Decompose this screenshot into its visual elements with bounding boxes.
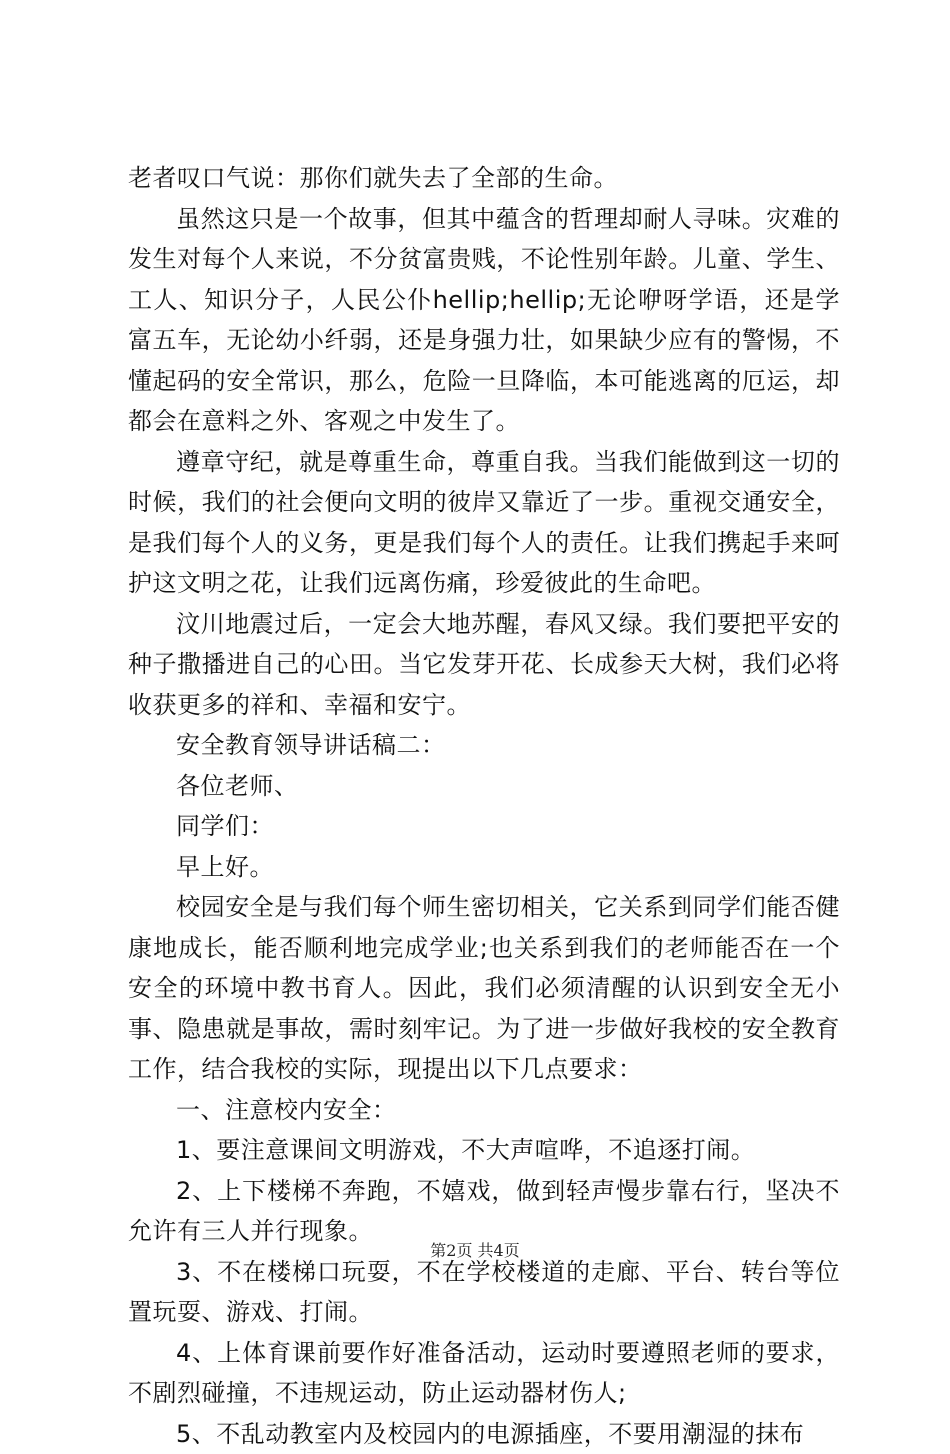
page-number-footer: 第2页 共4页	[0, 1238, 950, 1261]
section-heading: 安全教育领导讲话稿二：	[128, 725, 840, 766]
list-item: 3、不在楼梯口玩耍，不在学校楼道的走廊、平台、转台等位置玩耍、游戏、打闹。	[128, 1252, 840, 1333]
list-item: 5、不乱动教室内及校园内的电源插座，不要用潮湿的抹布	[128, 1414, 840, 1454]
subsection-heading: 一、注意校内安全：	[128, 1090, 840, 1131]
salutation: 各位老师、	[128, 766, 840, 807]
salutation: 同学们：	[128, 806, 840, 847]
paragraph: 校园安全是与我们每个师生密切相关，它关系到同学们能否健康地成长，能否顺利地完成学业;也关系到我们的老师能否在一个安全的环境中教书育人。因此，我们必须清醒的认识到安全无小事、隐患就是事故，需时刻牢记。为了进一步做好我校的安全教育工作，结合我校的实际，现提出以下几点要求：	[128, 887, 840, 1090]
greeting: 早上好。	[128, 847, 840, 888]
list-item: 1、要注意课间文明游戏，不大声喧哗，不追逐打闹。	[128, 1130, 840, 1171]
paragraph: 遵章守纪，就是尊重生命，尊重自我。当我们能做到这一切的时候，我们的社会便向文明的彼岸又靠近了一步。重视交通安全，是我们每个人的义务，更是我们每个人的责任。让我们携起手来呵护这文明之花，让我们远离伤痛，珍爱彼此的生命吧。	[128, 442, 840, 604]
list-item: 4、上体育课前要作好准备活动，运动时要遵照老师的要求，不剧烈碰撞，不违规运动，防止运动器材伤人;	[128, 1333, 840, 1414]
paragraph: 老者叹口气说：那你们就失去了全部的生命。	[128, 158, 840, 199]
paragraph: 虽然这只是一个故事，但其中蕴含的哲理却耐人寻味。灾难的发生对每个人来说，不分贫富贵贱，不论性别年龄。儿童、学生、工人、知识分子，人民公仆hellip;hellip;无论咿呀学语，还是学富五车，无论幼小纤弱，还是身强力壮，如果缺少应有的警惕，不懂起码的安全常识，那么，危险一旦降临，本可能逃离的厄运，却都会在意料之外、客观之中发生了。	[128, 199, 840, 442]
list-item: 2、上下楼梯不奔跑，不嬉戏，做到轻声慢步靠右行，坚决不允许有三人并行现象。	[128, 1171, 840, 1252]
paragraph: 汶川地震过后，一定会大地苏醒，春风又绿。我们要把平安的种子撒播进自己的心田。当它发芽开花、长成参天大树，我们必将收获更多的祥和、幸福和安宁。	[128, 604, 840, 726]
